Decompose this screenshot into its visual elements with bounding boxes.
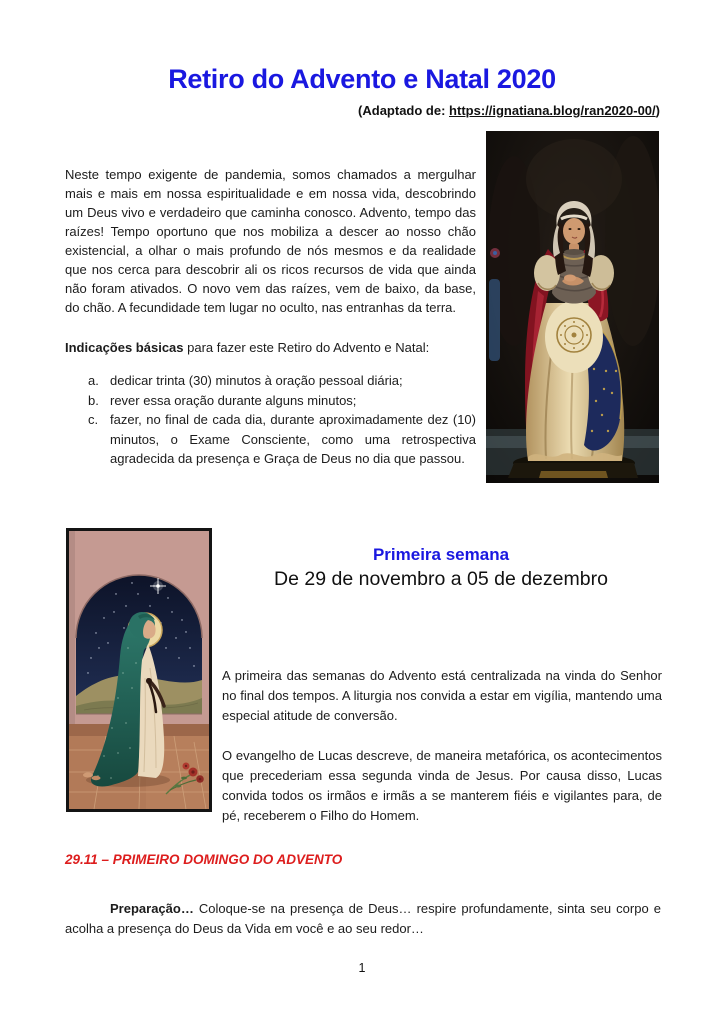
week-paragraph-1: A primeira das semanas do Advento está centralizada na vinda do Senhor no final dos tempos. A liturgia nos convida a estar em vigília, mantendo uma especial atitude de conversão.: [222, 668, 662, 723]
list-marker: a.: [88, 373, 99, 388]
source-note-suffix: ): [655, 103, 660, 118]
list-text: rever essa oração durante alguns minutos;: [110, 392, 357, 408]
list-item-a: [88, 371, 476, 391]
list-marker: b.: [88, 392, 99, 408]
source-note-prefix: (Adaptado de:: [358, 103, 450, 118]
preparation-text: Coloque-se na presença de Deus… respire profundamente, sinta seu corpo e acolha a presença do Deus da Vida em você e ao seu redor…: [65, 901, 661, 936]
week-heading: Primeira semana: [372, 545, 510, 564]
preparation-label: Preparação…: [110, 901, 194, 916]
week-dates: De 29 de novembro a 05 de dezembro: [274, 568, 608, 590]
list-item-c: [88, 410, 476, 469]
basic-instructions-bold: Indicações básicas: [65, 340, 184, 355]
week-paragraph-2: O evangelho de Lucas descreve, de maneira metafórica, os acontecimentos que precederiam essa segunda vinda de Jesus. Por causa disso, Lucas convida todos os irmãos e irmãs a se manterem fiéis e vigilantes para, de pé, receberem o Filho do Homem.: [222, 748, 662, 823]
statue-of-virgin-mary-photo: [486, 131, 659, 483]
list-text: dedicar trinta (30) minutos à oração pessoal diária;: [110, 373, 403, 388]
preparation-paragraph: [65, 899, 661, 939]
virgin-mary-painting: [66, 528, 212, 812]
page-number: 1: [358, 961, 366, 975]
source-link[interactable]: https://ignatiana.blog/ran2020-00/: [449, 103, 656, 118]
basic-instructions-heading: [65, 338, 476, 357]
painting-image: [66, 528, 212, 812]
intro-paragraph: Neste tempo exigente de pandemia, somos chamados a mergulhar mais e mais em nossa espiritualidade e em nossa vida, descobrindo um Deus vivo e verdadeiro que caminha conosco. Advento, tempo das raízes! Tempo oportuno que nos mobiliza a descer ao nosso chão existencial, a olhar o mais profundo de nós mesmos e da realidade que nos cerca para descobrir ali os ricos recursos de vida que ainda não foram ativados. O novo vem das raízes, vem de baixo, da base, do chão. A fecundidade tem lugar no oculto, nas entranhas da terra.: [65, 167, 476, 315]
statue-photo-image: [486, 131, 659, 483]
list-text: fazer, no final de cada dia, durante aproximadamente dez (10) minutos, o Exame Consciente, como uma retrospectiva agradecida da presença e Graça de Deus no dia que passou.: [110, 412, 476, 466]
instruction-list: [88, 371, 476, 469]
list-item-b: [88, 391, 476, 411]
page-title: Retiro do Advento e Natal 2020: [168, 64, 556, 94]
list-marker: c.: [88, 412, 99, 427]
day-heading: 29.11 – PRIMEIRO DOMINGO DO ADVENTO: [65, 852, 343, 867]
source-note: [64, 103, 660, 118]
basic-instructions-rest: para fazer este Retiro do Advento e Natal:: [183, 340, 430, 355]
